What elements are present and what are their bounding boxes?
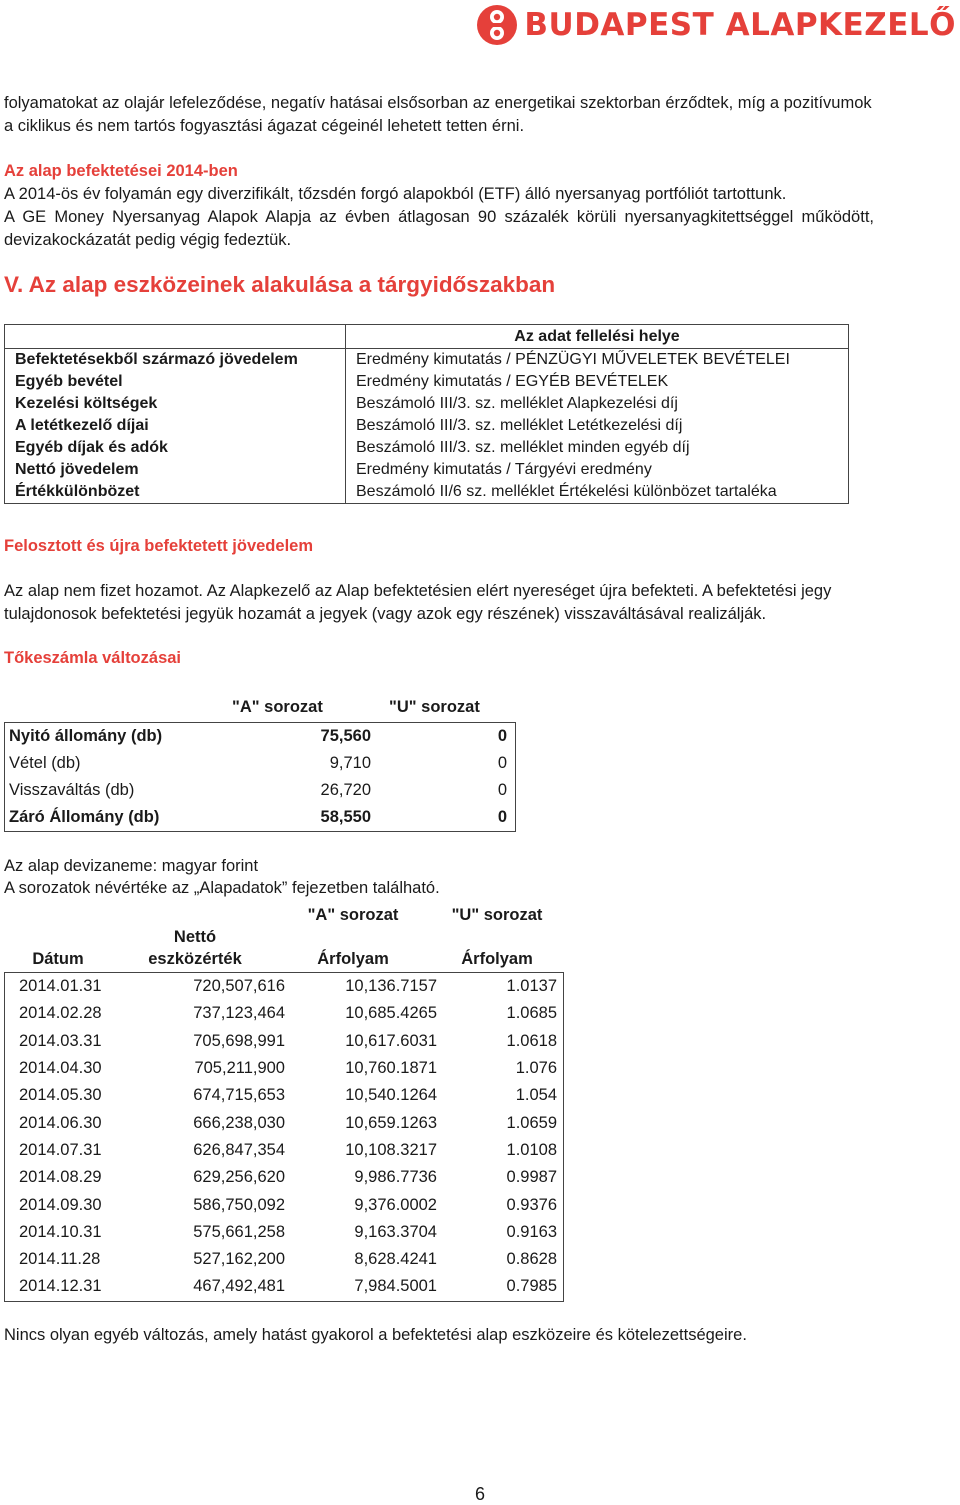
nav-value: 626,847,354 bbox=[193, 1140, 285, 1159]
nav-price-a: 9,376.0002 bbox=[354, 1195, 437, 1214]
investments-heading: Az alap befektetései 2014-ben bbox=[4, 162, 238, 180]
capital-table bbox=[4, 722, 516, 832]
capital-row-u: 0 bbox=[379, 804, 516, 832]
nav-price-u: 1.0108 bbox=[506, 1140, 557, 1159]
nav-row bbox=[5, 1028, 564, 1055]
item-label: Értékkülönbözet bbox=[5, 481, 346, 504]
capital-row-a: 9,710 bbox=[329, 754, 371, 772]
nav-date: 2014.02.28 bbox=[19, 1004, 102, 1023]
nav-price-a: 10,136.7157 bbox=[345, 977, 437, 996]
nav-price-u: 1.076 bbox=[515, 1059, 557, 1078]
item-source: Eredmény kimutatás / PÉNZÜGYI MŰVELETEK BEVÉTELEI bbox=[346, 349, 849, 372]
nav-price-a: 10,659.1263 bbox=[345, 1113, 437, 1132]
nav-price-a: 9,986.7736 bbox=[354, 1168, 437, 1187]
nav-date: 2014.03.31 bbox=[19, 1031, 102, 1050]
investments-paragraph-1: A 2014-ös év folyamán egy diverzifikált, tőzsdén forgó alapokból (ETF) álló nyersanyag portfóliót tartottunk. bbox=[4, 185, 787, 203]
capital-row-u: 0 bbox=[379, 750, 516, 777]
nav-date: 2014.01.31 bbox=[19, 977, 102, 996]
nav-value: 674,715,653 bbox=[193, 1086, 285, 1105]
distributed-heading: Felosztott és újra befektetett jövedelem bbox=[4, 537, 313, 555]
item-label: Kezelési költségek bbox=[5, 393, 346, 415]
nav-row bbox=[5, 1137, 564, 1164]
item-label: Egyéb bevétel bbox=[5, 371, 346, 393]
nav-date: 2014.05.30 bbox=[19, 1086, 102, 1105]
item-label: A letétkezelő díjai bbox=[5, 415, 346, 437]
page-number: 6 bbox=[474, 1484, 485, 1504]
item-label: Egyéb díjak és adók bbox=[5, 437, 346, 459]
item-source: Beszámoló III/3. sz. melléklet Letétkezelési díj bbox=[346, 415, 849, 437]
nav-series-a-header: "A" sorozat bbox=[307, 906, 399, 924]
brand-logo bbox=[476, 4, 956, 46]
capital-row-label: Visszaváltás (db) bbox=[5, 777, 248, 804]
nav-date: 2014.11.28 bbox=[19, 1250, 101, 1269]
nav-col-nav-line1: Nettó bbox=[173, 928, 217, 946]
nav-price-a: 10,617.6031 bbox=[345, 1031, 437, 1050]
nav-date: 2014.09.30 bbox=[19, 1195, 102, 1214]
nav-price-u: 0.9163 bbox=[506, 1222, 557, 1241]
capital-row-u: 0 bbox=[379, 777, 516, 804]
nav-col-price-a: Árfolyam bbox=[317, 950, 389, 968]
nav-value: 575,661,258 bbox=[193, 1222, 285, 1241]
data-source-table bbox=[4, 324, 849, 504]
investments-paragraph-2: A GE Money Nyersanyag Alapok Alapja az évben átlagosan 90 százalék körüli nyersanyagkitettséggel működött, devizakockázatát pedig végig fedeztük. bbox=[4, 208, 874, 249]
section-v-title: V. Az alap eszközeinek alakulása a tárgyidőszakban bbox=[4, 272, 556, 297]
nav-row bbox=[5, 1273, 564, 1301]
nav-price-u: 1.0659 bbox=[506, 1113, 557, 1132]
nav-price-a: 10,540.1264 bbox=[345, 1086, 437, 1105]
nav-price-a: 10,760.1871 bbox=[345, 1059, 437, 1078]
brand-mark-icon bbox=[476, 4, 518, 46]
item-source: Eredmény kimutatás / Tárgyévi eredmény bbox=[346, 459, 849, 481]
item-source: Beszámoló III/3. sz. melléklet Alapkezelési díj bbox=[346, 393, 849, 415]
nav-value: 720,507,616 bbox=[193, 977, 285, 996]
capital-col-a-header: "A" sorozat bbox=[232, 698, 323, 716]
capital-row-label: Nyitó állomány (db) bbox=[5, 723, 248, 751]
capital-row-a: 75,560 bbox=[247, 723, 379, 751]
capital-row-u: 0 bbox=[379, 723, 516, 751]
nav-date: 2014.10.31 bbox=[19, 1222, 102, 1241]
nav-series-u-header: "U" sorozat bbox=[451, 906, 543, 924]
nav-date: 2014.04.30 bbox=[19, 1059, 102, 1078]
nav-value: 666,238,030 bbox=[193, 1113, 285, 1132]
item-source: Beszámoló III/3. sz. melléklet minden egyéb díj bbox=[346, 437, 849, 459]
nav-value: 737,123,464 bbox=[193, 1004, 285, 1023]
nav-price-u: 1.0685 bbox=[506, 1004, 557, 1023]
item-label: Befektetésekből származó jövedelem bbox=[5, 349, 346, 372]
nav-row bbox=[5, 1191, 564, 1218]
nav-value: 467,492,481 bbox=[193, 1277, 285, 1296]
nav-row bbox=[5, 1164, 564, 1191]
nav-price-a: 10,108.3217 bbox=[345, 1140, 437, 1159]
nav-price-u: 1.0137 bbox=[506, 977, 557, 996]
nav-price-a: 9,163.3704 bbox=[354, 1222, 437, 1241]
nav-row bbox=[5, 1055, 564, 1082]
item-label: Nettó jövedelem bbox=[5, 459, 346, 481]
nav-date: 2014.07.31 bbox=[19, 1140, 102, 1159]
nav-col-price-u: Árfolyam bbox=[461, 950, 533, 968]
nav-price-a: 7,984.5001 bbox=[354, 1277, 437, 1296]
nav-row bbox=[5, 1082, 564, 1109]
brand-name: BUDAPEST ALAPKEZELŐ bbox=[524, 7, 956, 43]
item-source: Beszámoló II/6 sz. melléklet Értékelési különbözet tartaléka bbox=[346, 481, 849, 504]
currency-note: Az alap devizaneme: magyar forint bbox=[4, 857, 259, 875]
item-source: Eredmény kimutatás / EGYÉB BEVÉTELEK bbox=[346, 371, 849, 393]
nominal-note: A sorozatok névértéke az „Alapadatok” fejezetben található. bbox=[4, 879, 440, 897]
intro-paragraph: folyamatokat az olajár lefeleződése, negatív hatásai elsősorban az energetikai szektorban érződtek, míg a pozitívumok a ciklikus és nem tartós fogyasztási ágazat cégeinél lehetett tetten érni. bbox=[4, 94, 872, 135]
nav-row bbox=[5, 1109, 564, 1136]
nav-value: 527,162,200 bbox=[193, 1250, 285, 1269]
source-table-header: Az adat fellelési helye bbox=[346, 325, 849, 349]
nav-price-u: 0.8628 bbox=[506, 1250, 557, 1269]
nav-value: 586,750,092 bbox=[193, 1195, 285, 1214]
nav-price-u: 0.9376 bbox=[506, 1195, 557, 1214]
nav-row bbox=[5, 1219, 564, 1246]
nav-price-u: 1.054 bbox=[515, 1086, 557, 1105]
nav-price-u: 0.7985 bbox=[506, 1277, 557, 1296]
nav-date: 2014.12.31 bbox=[19, 1277, 102, 1296]
nav-value: 629,256,620 bbox=[193, 1168, 285, 1187]
nav-price-u: 0.9987 bbox=[506, 1168, 557, 1187]
nav-price-a: 8,628.4241 bbox=[354, 1250, 437, 1269]
nav-row bbox=[5, 973, 564, 1001]
nav-col-date: Dátum bbox=[32, 950, 84, 968]
capital-row-a: 26,720 bbox=[320, 781, 371, 799]
closing-note: Nincs olyan egyéb változás, amely hatást gyakorol a befektetési alap eszközeire és kötelezettségeire. bbox=[4, 1326, 747, 1344]
nav-row bbox=[5, 1246, 564, 1273]
nav-row bbox=[5, 1000, 564, 1027]
capital-row-label: Záró Állomány (db) bbox=[5, 804, 248, 832]
distributed-paragraph: Az alap nem fizet hozamot. Az Alapkezelő az Alap befektetésien elért nyereséget újra befekteti. A befektetési jegy tulajdonosok befektetési jegyük hozamát a jegyek (vagy azok egy részének) visszaváltásával realizálják. bbox=[4, 582, 832, 623]
nav-date: 2014.06.30 bbox=[19, 1113, 102, 1132]
nav-col-nav-line2: eszközérték bbox=[148, 950, 242, 968]
capital-row-label: Vétel (db) bbox=[5, 750, 248, 777]
capital-col-u-header: "U" sorozat bbox=[389, 698, 480, 716]
capital-heading: Tőkeszámla változásai bbox=[4, 649, 182, 667]
nav-value: 705,698,991 bbox=[193, 1031, 285, 1050]
source-table-corner bbox=[5, 325, 346, 349]
capital-row-a: 58,550 bbox=[247, 804, 379, 832]
nav-price-a: 10,685.4265 bbox=[345, 1004, 437, 1023]
nav-table bbox=[4, 972, 564, 1302]
nav-value: 705,211,900 bbox=[194, 1059, 285, 1078]
nav-date: 2014.08.29 bbox=[19, 1168, 102, 1187]
nav-price-u: 1.0618 bbox=[506, 1031, 557, 1050]
